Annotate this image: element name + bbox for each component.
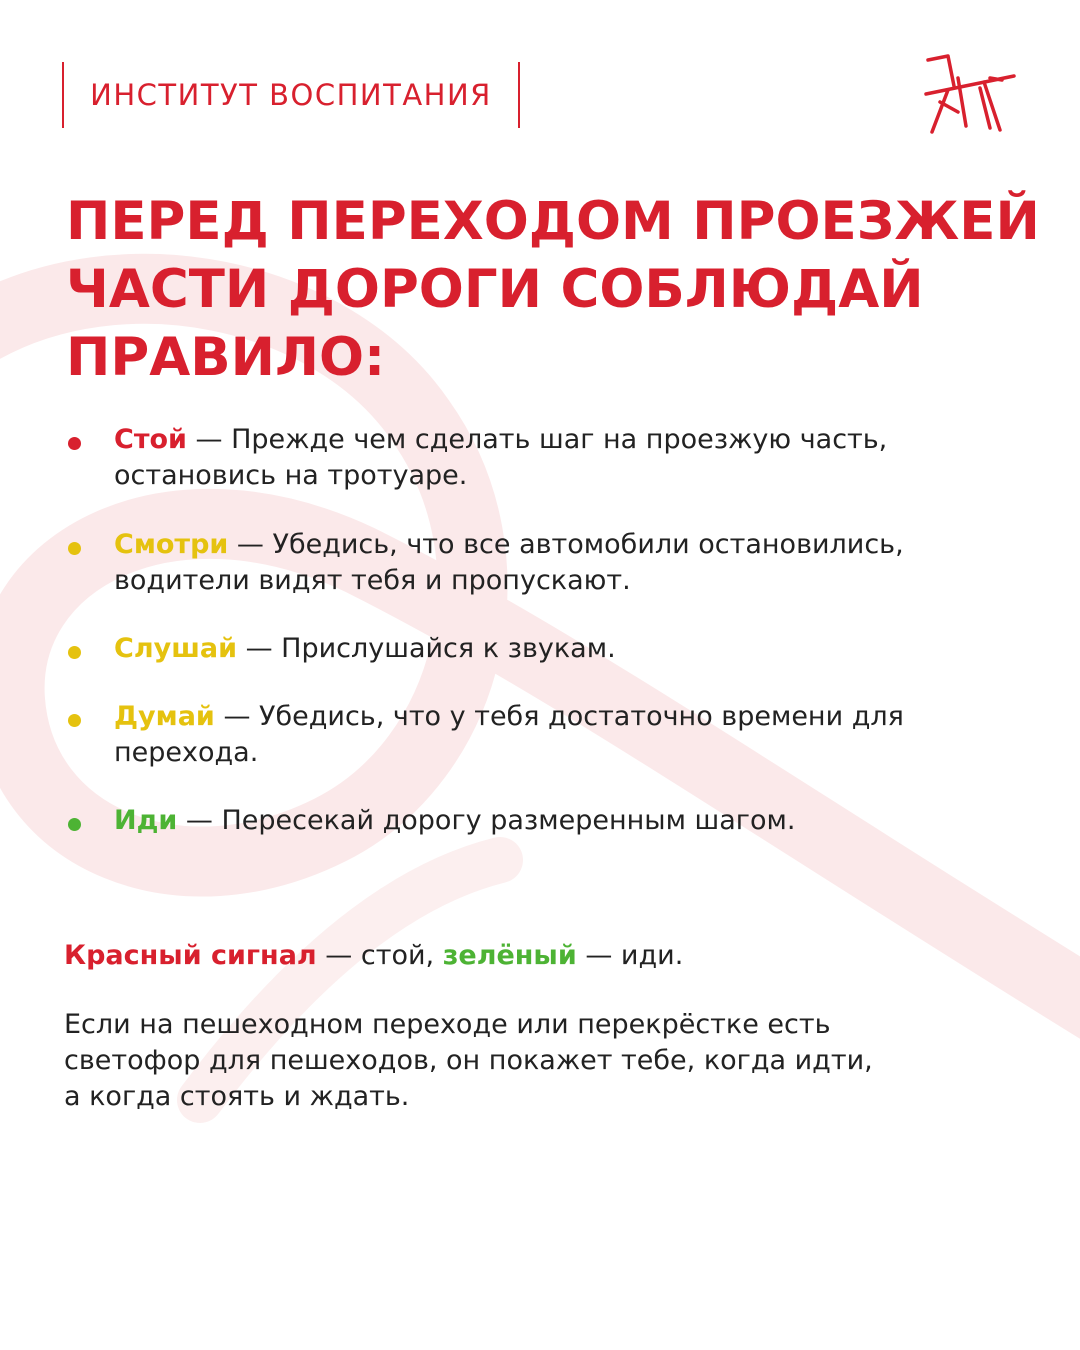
brand-name: ИНСТИТУТ ВОСПИТАНИЯ [90, 78, 492, 112]
rule-text: — Убедись, что у тебя достаточно времени для перехода. [114, 701, 904, 768]
title-line: ПЕРЕД ПЕРЕХОДОМ ПРОЕЗЖЕЙ [66, 191, 1040, 252]
bullet-dot-red [68, 437, 81, 450]
rule-text: — Прислушайся к звукам. [237, 633, 616, 664]
rule-text: — Убедись, что все автомобили остановились, водители видят тебя и пропускают. [114, 529, 904, 596]
traffic-light-paragraph [64, 1007, 1004, 1115]
red-signal-text: — стой, [316, 940, 443, 971]
rule-keyword: Стой [114, 424, 187, 455]
bullet-dot-yellow [68, 714, 81, 727]
bullet-dot-green [68, 818, 81, 831]
paragraph-line: а когда стоять и ждать. [64, 1081, 410, 1112]
rule-item-go [114, 803, 1044, 839]
bullet-dot-yellow [68, 646, 81, 659]
green-signal-text: — иди. [576, 940, 684, 971]
rule-keyword: Думай [114, 701, 215, 732]
paragraph-line: светофор для пешеходов, он покажет тебе, когда идти, [64, 1045, 873, 1076]
page-title [66, 188, 1040, 392]
horse-icon [918, 50, 1022, 136]
rule-item-look [114, 527, 1044, 599]
title-line: ПРАВИЛО: [66, 327, 386, 388]
rule-keyword: Иди [114, 805, 178, 836]
bullet-dot-yellow [68, 542, 81, 555]
rule-text: — Прежде чем сделать шаг на проезжую часть, остановись на тротуаре. [114, 424, 888, 491]
rule-item-stop [114, 422, 1044, 494]
paragraph-line: Если на пешеходном переходе или перекрёстке есть [64, 1009, 831, 1040]
brand-header [62, 62, 520, 128]
rule-item-listen [114, 631, 1044, 667]
rule-item-think [114, 699, 1044, 771]
title-line: ЧАСТИ ДОРОГИ СОБЛЮДАЙ [66, 259, 924, 320]
rule-keyword: Смотри [114, 529, 229, 560]
green-signal-label: зелёный [442, 940, 577, 971]
red-signal-label: Красный сигнал [64, 940, 317, 971]
rule-text: — Пересекай дорогу размеренным шагом. [177, 805, 796, 836]
signal-summary [64, 938, 1024, 974]
rule-keyword: Слушай [114, 633, 238, 664]
